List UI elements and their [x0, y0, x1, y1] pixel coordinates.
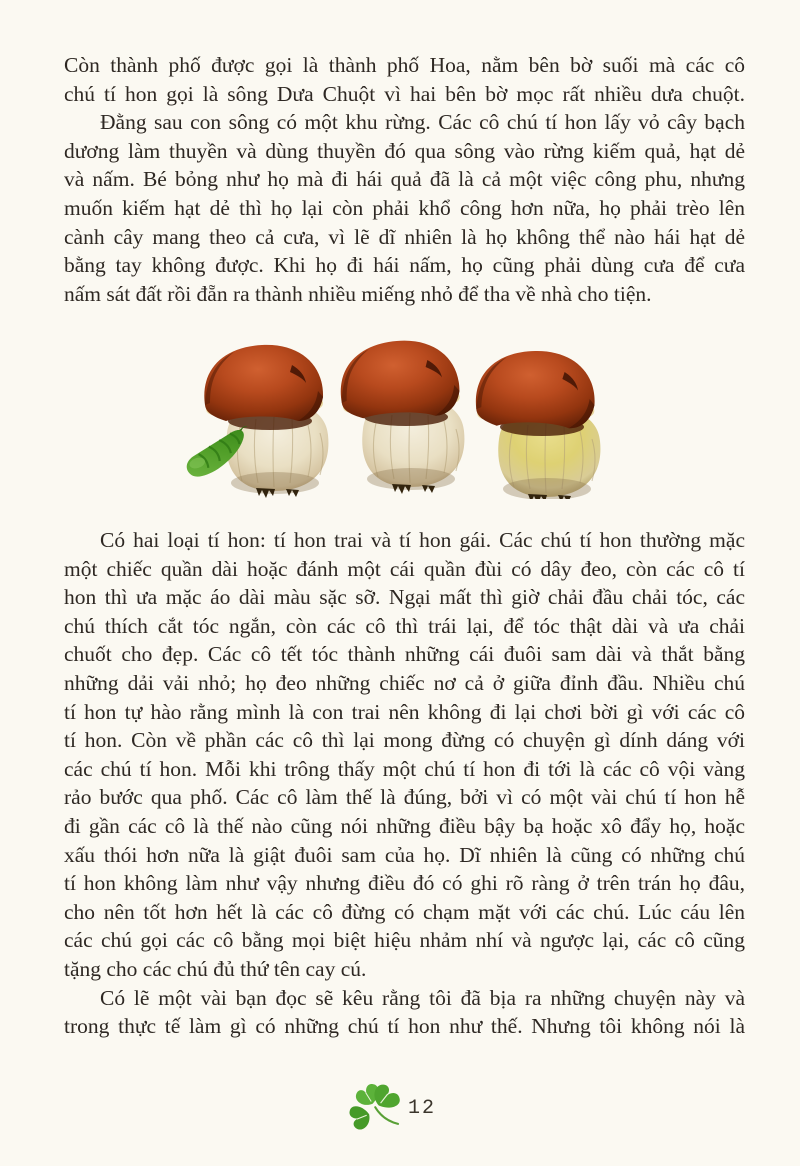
text-line: các chú gọi các cô bằng mọi biệt hiệu nhảm nhí và ngược lại, các cô cũng: [64, 928, 745, 953]
text-line: xấu thói hơn nữa là giật đuôi sam của họ. Dĩ nhiên là cũng có những chú: [64, 842, 745, 867]
text-line: dương làm thuyền và dùng thuyền đó qua sông vào rừng kiếm quả, hạt dẻ: [64, 138, 745, 163]
text-line: chuốt cho đẹp. Các cô tết tóc thành những cái đuôi sam dài và thắt bằng: [64, 642, 745, 667]
text-line: bằng tay không được. Khi họ đi hái nấm, họ cũng phải dùng cưa để cưa: [64, 253, 745, 278]
text-column-top: [64, 51, 745, 308]
bolete-mushroom-2: [339, 339, 464, 494]
text-line: Có lẽ một vài bạn đọc sẽ kêu rằng tôi đã bịa ra những chuyện này và: [100, 985, 745, 1010]
text-line: muốn kiếm hạt dẻ thì họ lại còn phải khổ công hơn nữa, họ phải trèo lên: [64, 195, 745, 220]
mushrooms-drawing: [182, 333, 622, 499]
text-column-bottom: [64, 526, 745, 1041]
text-line: đi gần các cô là thế nào cũng nói những điều bậy bạ hoặc xô đẩy họ, hoặc: [64, 813, 745, 838]
bolete-mushroom-1: [204, 345, 328, 498]
text-line: Có hai loại tí hon: tí hon trai và tí hon gái. Các chú tí hon thường mặc: [100, 528, 745, 552]
text-line: rảo bước qua phố. Các cô làm thế là đúng, bởi vì có một vài chú tí hon hễ: [64, 785, 745, 810]
text-line: cho nên tốt hơn hết là các cô đừng có chạm mặt với các chú. Lúc cáu lên: [64, 899, 745, 924]
text-line: chú thích cắt tóc ngắn, còn các cô thì trái lại, để tóc thật dài và ưa chải: [64, 613, 745, 638]
text-line: cành cây mang theo cả cưa, vì lẽ dĩ nhiên là họ không thể nào hái hạt dẻ: [64, 224, 745, 249]
clover-icon: [349, 1081, 405, 1137]
text-line: chú tí hon gọi là sông Dưa Chuột vì hai bên bờ mọc rất nhiều dưa chuột.: [64, 81, 745, 106]
mushroom-illustration: [182, 333, 622, 499]
text-line: hon thì ưa mặc áo dài màu sặc sỡ. Ngại mất thì giờ chải đầu chải tóc, các: [64, 585, 745, 610]
text-line: Còn thành phố được gọi là thành phố Hoa, nằm bên bờ suối mà các cô: [64, 53, 745, 77]
text-line: Đằng sau con sông có một khu rừng. Các cô chú tí hon lấy vỏ cây bạch: [100, 110, 745, 135]
bolete-mushroom-3: [475, 349, 600, 499]
text-line: trong thực tế làm gì có những chú tí hon như thế. Nhưng tôi không nói là: [64, 1014, 745, 1039]
text-line: tặng cho các chú đủ thứ tên cay cú.: [64, 956, 367, 981]
text-line: và nấm. Bé bỏng như họ mà đi hái quả đã là cả một việc công phu, nhưng: [64, 167, 745, 192]
text-line: một chiếc quần dài hoặc đánh một cái quần đùi có dây đeo, còn các cô tí: [64, 556, 745, 581]
text-line: tí hon. Còn về phần các cô thì lại mong đừng có chuyện gì dính dáng với: [64, 728, 745, 753]
text-line: tí hon không làm như vậy nhưng điều đó có ghi rõ ràng ở trên trán họ đâu,: [64, 871, 745, 896]
page-number: 12: [408, 1097, 437, 1120]
text-line: tí hon tự hào rằng mình là con trai nên không đi lại chơi bời gì với các cô: [64, 699, 745, 724]
text-line: những dải vải nhỏ; họ đeo những chiếc nơ cả ở giữa đỉnh đầu. Nhiều chú: [64, 670, 745, 695]
text-line: nấm sát đất rồi đẵn ra thành nhiều miếng nhỏ để tha về nhà cho tiện.: [64, 281, 652, 306]
text-line: các chú tí hon. Mỗi khi trông thấy một chú tí hon đi tới là các cô vội vàng: [64, 756, 745, 781]
